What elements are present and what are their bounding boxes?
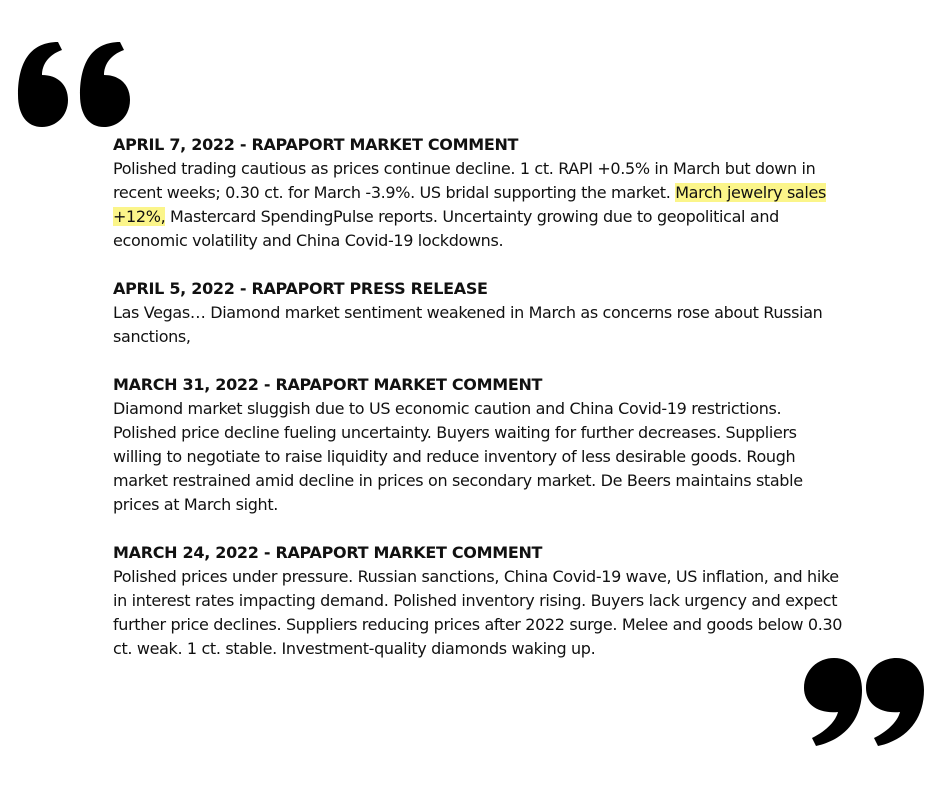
comment-list bbox=[113, 133, 843, 685]
entry-heading: APRIL 5, 2022 - RAPAPORT PRESS RELEASE bbox=[113, 279, 488, 298]
entry-body-text: Polished trading cautious as prices continue decline. 1 ct. RAPI +0.5% in March but down in recent weeks; 0.30 ct. for March -3.9%. US bridal supporting the market. bbox=[113, 159, 816, 202]
entry-heading: MARCH 31, 2022 - RAPAPORT MARKET COMMENT bbox=[113, 375, 543, 394]
entry-body: Diamond market sluggish due to US economic caution and China Covid-19 restrictions. Polished price decline fueling uncertainty. Buyers waiting for further decreases. Suppliers willing to negotiate to raise liquidity and reduce inventory of less desirable goods. Rough market restrained amid decline in prices on secondary market. De Beers maintains stable prices at March sight. bbox=[113, 399, 803, 514]
entry-body: Las Vegas… Diamond market sentiment weakened in March as concerns rose about Russian sanctions, bbox=[113, 303, 823, 346]
entry-march-31 bbox=[113, 373, 843, 517]
highlighted-text: March jewelry sales +12%, bbox=[113, 183, 826, 226]
entry-body: Polished prices under pressure. Russian sanctions, China Covid-19 wave, US inflation, and hike in interest rates impacting demand. Polished inventory rising. Buyers lack urgency and expect further price declines. Suppliers reducing prices after 2022 surge. Melee and goods below 0.30 ct. weak. 1 ct. stable. Investment-quality diamonds waking up. bbox=[113, 567, 843, 658]
entry-body-text: Mastercard SpendingPulse reports. Uncertainty growing due to geopolitical and economic volatility and China Covid-19 lockdowns. bbox=[113, 207, 779, 250]
entry-heading: MARCH 24, 2022 - RAPAPORT MARKET COMMENT bbox=[113, 543, 543, 562]
entry-march-24 bbox=[113, 541, 843, 661]
entry-april-7 bbox=[113, 133, 843, 253]
entry-heading: APRIL 7, 2022 - RAPAPORT MARKET COMMENT bbox=[113, 135, 519, 154]
entry-body bbox=[113, 157, 843, 253]
close-quote-icon bbox=[800, 650, 930, 760]
entry-april-5 bbox=[113, 277, 843, 349]
open-quote-icon bbox=[10, 0, 140, 140]
